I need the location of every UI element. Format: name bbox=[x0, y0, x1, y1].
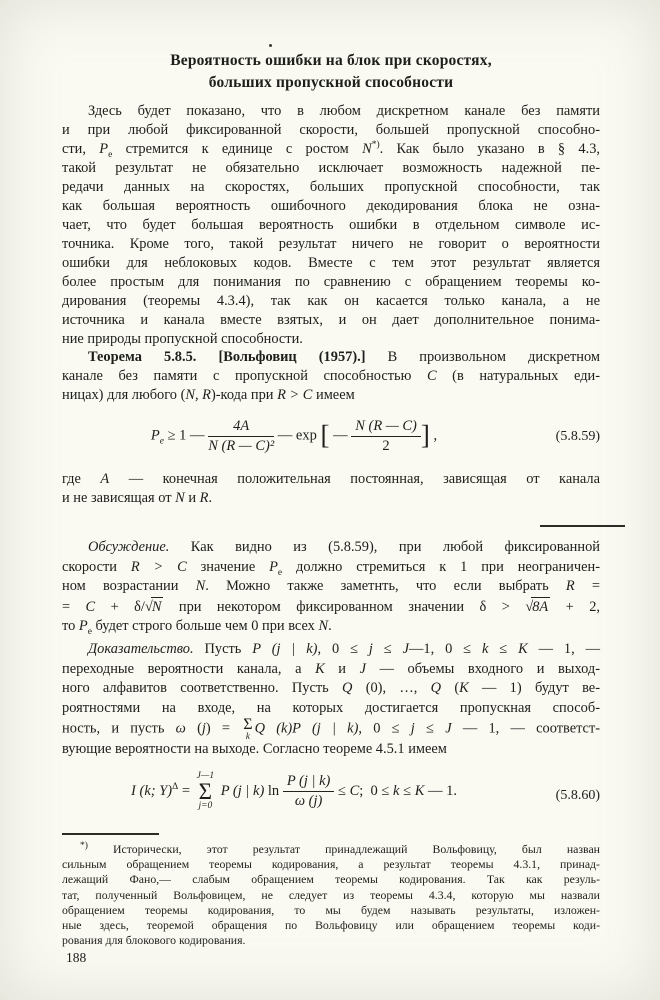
text-run: Пусть bbox=[193, 641, 253, 657]
text-run: ) = bbox=[205, 720, 242, 737]
text-line bbox=[62, 933, 600, 948]
text-run: должно стремиться к 1 при неограничен- bbox=[282, 558, 600, 575]
text-line bbox=[62, 699, 600, 719]
text-run: ≤ bbox=[414, 720, 446, 737]
text-run: . bbox=[328, 618, 332, 635]
text-run: A bbox=[100, 471, 110, 487]
sqrt-expression: √8A bbox=[525, 597, 550, 618]
sigma-icon: Σ bbox=[198, 779, 213, 804]
text-run: Как видно из (5.8.59), при любой фиксированной bbox=[169, 539, 600, 555]
text-run: Теорема 5.8.5. [Вольфовиц (1957).] bbox=[88, 349, 366, 365]
text-run: Обсуждение. bbox=[88, 539, 170, 555]
text-run: P bbox=[269, 558, 278, 575]
text-line bbox=[62, 538, 600, 558]
fraction-numerator: P (j | k) bbox=[283, 773, 335, 792]
math-function: ln bbox=[264, 782, 283, 799]
text-run: сти, bbox=[62, 141, 100, 157]
text-run: R bbox=[199, 490, 209, 506]
math-operator: — bbox=[329, 427, 352, 444]
text-line bbox=[62, 842, 600, 857]
text-line bbox=[62, 216, 600, 235]
text-run: Исторически, этот результат принадлежащий Вольфовицу, был назван bbox=[87, 842, 600, 856]
text-run: j bbox=[368, 641, 373, 657]
text-line bbox=[62, 489, 600, 508]
summation-lower-limit: j=0 bbox=[198, 801, 213, 811]
text-run: переходные вероятности канала, а bbox=[62, 660, 316, 677]
text-run: )-кода при bbox=[210, 387, 278, 403]
text-run: как большая вероятность ошибочного декодирования блока не озна- bbox=[62, 198, 600, 214]
equation-number: (5.8.60) bbox=[555, 788, 600, 803]
text-run: тат, полученный Вольфовицем, не следует из теоремы 4.3.4, которую мы назвали bbox=[62, 887, 600, 902]
text-run: ошибки для неблоковых кодов. Вместе с тем этот результат является bbox=[62, 255, 600, 271]
text-run: N bbox=[362, 141, 372, 157]
text-line bbox=[62, 367, 600, 386]
text-line bbox=[62, 121, 600, 140]
intro-paragraph bbox=[62, 102, 600, 349]
fraction bbox=[208, 418, 274, 454]
math-operator: = bbox=[178, 782, 194, 799]
equation-body bbox=[62, 768, 600, 811]
text-run: стремится к единице с ростом bbox=[112, 141, 363, 157]
text-run: J bbox=[402, 641, 409, 657]
equation-5-8-60 bbox=[62, 768, 600, 824]
fraction-denominator: 2 bbox=[382, 437, 390, 454]
text-line bbox=[62, 102, 600, 121]
text-run: сильным обращением теоремы кодирования, а результат теоремы 4.3.1, принад- bbox=[62, 857, 600, 872]
text-run: K bbox=[315, 660, 325, 677]
text-line bbox=[62, 311, 600, 330]
text-run: Q bbox=[342, 680, 353, 697]
text-run: (в натуральных еди- bbox=[436, 368, 601, 384]
text-run: при некотором фиксированном значении δ > bbox=[163, 598, 526, 615]
text-run: = bbox=[574, 578, 601, 595]
text-run: — конечная положительная постоянная, зависящая от канала bbox=[109, 471, 600, 487]
text-run: — 1, — соответст- bbox=[451, 720, 601, 737]
text-run: ω bbox=[175, 720, 186, 737]
page-title-line-2: больших пропускной способности bbox=[208, 74, 454, 91]
text-line bbox=[62, 679, 600, 699]
text-run: J bbox=[359, 660, 366, 677]
text-run: будет строго больше чем 0 при всех bbox=[91, 618, 319, 635]
text-run: (0), …, bbox=[352, 680, 431, 697]
math-var: P bbox=[150, 427, 160, 444]
text-run: . Как было указано в § 4.3, bbox=[379, 141, 600, 157]
right-bracket: ] bbox=[420, 419, 430, 450]
text-line bbox=[62, 558, 600, 578]
text-run: — объемы входного и выход- bbox=[365, 660, 600, 677]
text-line bbox=[62, 918, 600, 933]
text-run: Здесь будет показано, что в любом дискретном канале без памяти bbox=[88, 103, 600, 119]
page-title-line-1: Вероятность ошибки на блок при скоростях, bbox=[170, 52, 492, 69]
text-line bbox=[62, 660, 600, 680]
text-run: такой результат не обязательно исключает возможность надежной пе- bbox=[62, 160, 600, 176]
text-line bbox=[62, 178, 600, 197]
text-run: ные здесь, теоремой обращения по Вольфовицу или обращением теоремы коди- bbox=[62, 918, 600, 933]
fraction-denominator: N (R — C)² bbox=[208, 437, 275, 454]
text-run: . bbox=[208, 490, 213, 506]
text-line bbox=[62, 235, 600, 254]
left-bracket: [ bbox=[320, 419, 330, 450]
text-line bbox=[62, 386, 600, 405]
math-operator: ≤ bbox=[399, 782, 415, 799]
text-line bbox=[62, 470, 600, 489]
stray-rule-artifact bbox=[540, 525, 625, 527]
text-run: e bbox=[87, 627, 92, 638]
footnote-rule bbox=[62, 833, 159, 835]
text-run: N bbox=[175, 490, 185, 506]
text-run: *) bbox=[80, 841, 88, 852]
equation-5-8-59 bbox=[62, 410, 600, 464]
text-run: ≤ bbox=[488, 641, 519, 657]
text-run: то bbox=[62, 618, 79, 635]
text-run: обращением теоремы кодирования, то мы будем называть результаты, изложен- bbox=[62, 902, 600, 917]
fraction-denominator: ω (j) bbox=[294, 793, 323, 809]
math-operator: — exp bbox=[274, 427, 321, 444]
text-run: P bbox=[78, 618, 88, 635]
summation bbox=[194, 772, 217, 811]
text-run: и bbox=[184, 490, 200, 506]
math-operator: ≥ 1 — bbox=[163, 427, 209, 444]
text-run: = bbox=[62, 598, 86, 615]
text-run: редачи данных на скоростях, больших пропускной способности, так bbox=[62, 179, 600, 195]
proof-paragraph bbox=[62, 640, 600, 760]
text-run: и не зависящая от bbox=[62, 490, 176, 506]
theorem-paragraph bbox=[62, 348, 600, 405]
text-run: + 2, bbox=[550, 598, 600, 615]
math-term: P (j | k) bbox=[217, 782, 265, 799]
text-run: точника. Кроме того, такой результат ничего не говорит о вероятности bbox=[62, 236, 600, 252]
text-run: —1, 0 ≤ bbox=[408, 641, 482, 657]
math-var: k bbox=[393, 782, 400, 799]
text-run: источника и канала вместе взятых, и он дает дополнительное понима- bbox=[62, 312, 600, 328]
text-run: значение bbox=[186, 558, 270, 575]
text-run: чает, что будет большая вероятность ошибки в отдельном символе ис- bbox=[62, 217, 600, 233]
text-line bbox=[62, 292, 600, 311]
text-run: ( bbox=[441, 680, 460, 697]
text-run: ( bbox=[185, 720, 202, 737]
discussion-paragraph bbox=[62, 538, 600, 637]
equation-body bbox=[62, 410, 600, 454]
text-run: , 0 ≤ bbox=[317, 641, 369, 657]
text-run: роятностями на входе, на которых достигается пропускная способ- bbox=[62, 699, 600, 716]
text-run: и при любой фиксированной скорости, большей пропускной способно- bbox=[62, 122, 600, 138]
text-run: R bbox=[565, 578, 575, 595]
text-run: скорости bbox=[62, 558, 131, 575]
text-run: ного алфавитов соответственно. Пусть bbox=[62, 680, 342, 697]
text-run: Доказательство. bbox=[88, 641, 194, 657]
math-operator: ; 0 ≤ bbox=[359, 782, 394, 799]
text-line bbox=[62, 140, 600, 159]
text-line bbox=[62, 740, 600, 760]
text-run: J bbox=[445, 720, 452, 737]
fraction bbox=[283, 773, 335, 809]
text-run: K bbox=[459, 680, 469, 697]
text-run: ние природы пропускной способности. bbox=[62, 331, 303, 347]
text-run: более простым для понимания по сравнению с обращением теоремы ко- bbox=[62, 274, 600, 290]
text-run: ницах) для любого ( bbox=[62, 387, 186, 403]
page-title bbox=[62, 50, 600, 94]
text-line bbox=[62, 159, 600, 178]
text-run: P bbox=[99, 141, 109, 157]
math-var: I bbox=[131, 782, 136, 799]
text-run: и bbox=[324, 660, 360, 677]
math-superscript: Δ bbox=[172, 782, 179, 792]
summation-upper-limit: J—1 bbox=[196, 771, 215, 781]
footnote bbox=[62, 842, 600, 948]
text-run: R > C bbox=[130, 558, 187, 575]
fraction-numerator: 4A bbox=[208, 418, 274, 437]
text-run: C bbox=[426, 368, 437, 384]
math-punctuation: — 1. bbox=[424, 782, 457, 799]
text-run: *) bbox=[371, 140, 380, 151]
page-number: 188 bbox=[66, 950, 87, 965]
text-run: лежащий Фано,— слабым обращением теоремы кодирования. Так как резуль- bbox=[62, 872, 600, 887]
where-paragraph bbox=[62, 470, 600, 508]
text-run: В произвольном дискретном bbox=[365, 349, 600, 365]
text-run: N, R bbox=[185, 387, 211, 403]
text-line bbox=[62, 197, 600, 216]
text-run: K bbox=[518, 641, 528, 657]
text-run: + δ/ bbox=[95, 598, 145, 615]
text-line bbox=[62, 273, 600, 292]
text-line bbox=[62, 903, 600, 918]
text-run: j bbox=[410, 720, 415, 737]
text-line bbox=[62, 640, 600, 660]
math-args: (k; Y) bbox=[135, 782, 173, 799]
text-run: ≤ bbox=[372, 641, 403, 657]
text-run: N bbox=[195, 578, 206, 595]
fraction bbox=[351, 418, 421, 454]
text-line bbox=[62, 718, 600, 740]
text-run: канале без памяти с пропускной способностью bbox=[62, 368, 427, 384]
text-run: дирования (теоремы 4.3.4), так как он касается только канала, а не bbox=[62, 293, 600, 309]
text-run: имеем bbox=[312, 387, 355, 403]
text-run: ность, и пусть bbox=[62, 720, 176, 737]
sum-inline-icon: Σ k bbox=[243, 716, 253, 742]
text-run: N bbox=[318, 618, 329, 635]
text-run: . Можно также заметнть, что если выбрать bbox=[205, 578, 566, 595]
sqrt-expression: √N bbox=[145, 597, 164, 618]
equation-number: (5.8.59) bbox=[555, 429, 600, 444]
text-run: рования для блокового кодирования. bbox=[62, 933, 246, 948]
text-run: e bbox=[277, 567, 283, 578]
text-line bbox=[62, 857, 600, 872]
ink-dot-artifact bbox=[269, 44, 272, 47]
text-run: k bbox=[482, 641, 489, 657]
math-subscript: e bbox=[159, 436, 164, 447]
text-line bbox=[62, 577, 600, 597]
text-run: j bbox=[201, 720, 206, 737]
text-run: C bbox=[85, 598, 96, 615]
text-run: e bbox=[108, 149, 113, 160]
text-line bbox=[62, 254, 600, 273]
text-line bbox=[62, 617, 600, 637]
text-line bbox=[62, 872, 600, 887]
text-run: ном возрастании bbox=[62, 578, 196, 595]
fraction-numerator: N (R — C) bbox=[351, 418, 421, 437]
text-run: где bbox=[62, 471, 101, 487]
text-run: , 0 ≤ bbox=[358, 720, 411, 737]
text-run: P (j | k) bbox=[252, 641, 318, 657]
math-operator: ≤ bbox=[334, 782, 350, 799]
text-line bbox=[62, 348, 600, 367]
text-run: — 1) будут ве- bbox=[468, 680, 600, 697]
math-var: C bbox=[349, 782, 360, 799]
text-run: вующие вероятности на выходе. Согласно теореме 4.5.1 имеем bbox=[62, 741, 447, 758]
text-run: R > C bbox=[277, 387, 313, 403]
text-run: Q (k)P (j | k) bbox=[254, 720, 359, 737]
text-line bbox=[62, 888, 600, 903]
math-var: K bbox=[414, 782, 425, 799]
text-line bbox=[62, 330, 600, 349]
text-run: — 1, — bbox=[527, 641, 601, 657]
text-line bbox=[62, 597, 600, 618]
math-punctuation: , bbox=[429, 427, 438, 444]
text-run: Q bbox=[430, 680, 442, 697]
